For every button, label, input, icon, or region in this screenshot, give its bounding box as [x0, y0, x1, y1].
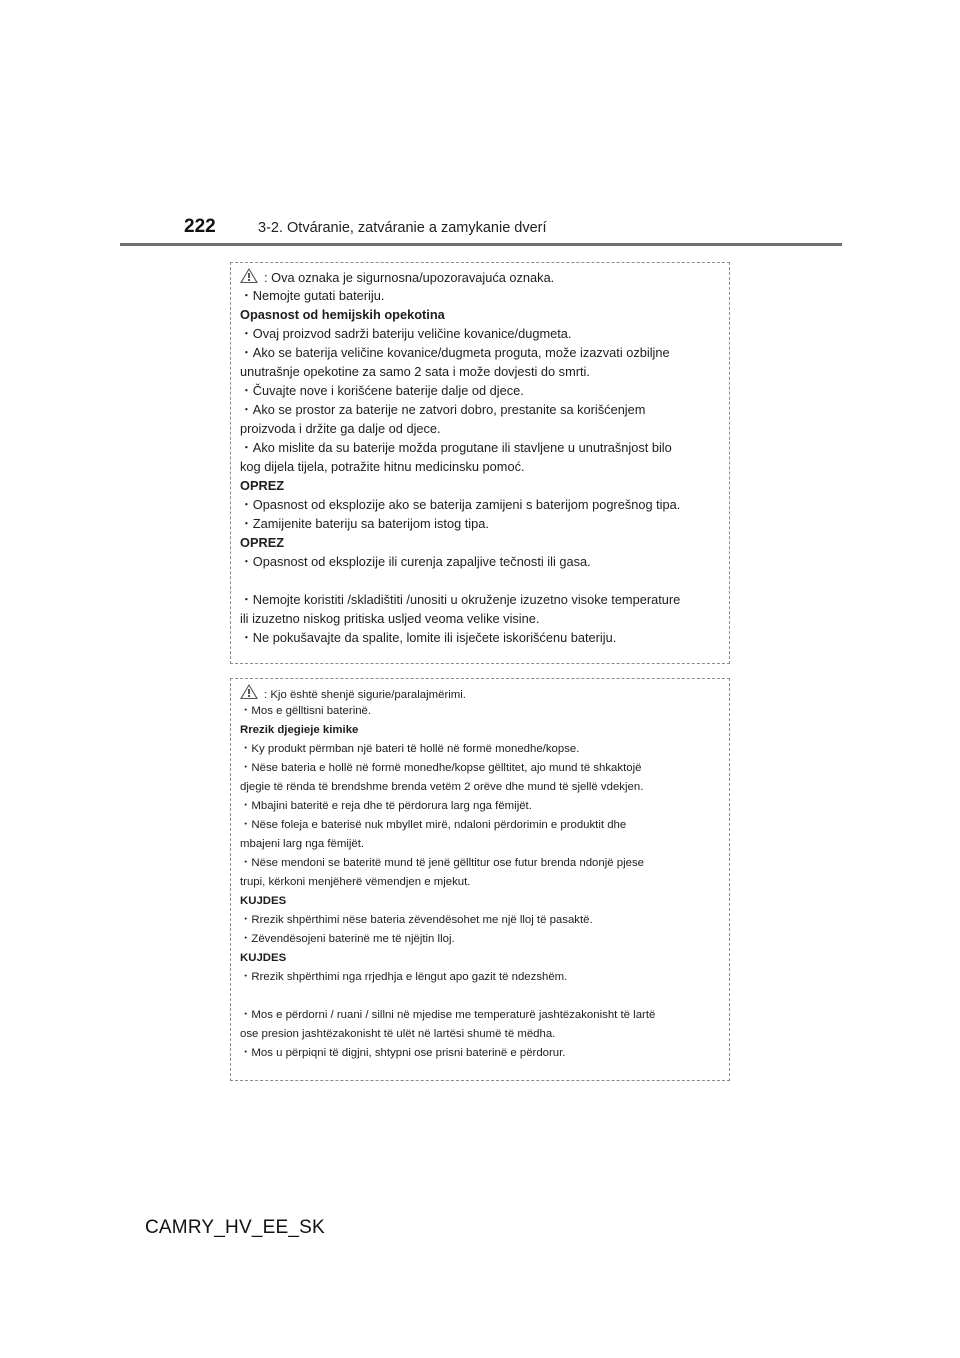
line-text: mbajeni larg nga fëmijët. [240, 838, 365, 850]
warning-text-line [240, 797, 721, 816]
line-text: ・Ne pokušavajte da spalite, lomite ili isječete iskorišćenu bateriju. [240, 630, 617, 645]
line-text: ili izuzetno niskog pritiska usljed veoma velike visine. [240, 611, 540, 626]
line-text: OPREZ [240, 535, 285, 550]
warning-text-line [240, 362, 721, 381]
warning-text-line [240, 702, 721, 721]
line-text: ・Mos e përdorni / ruani / sillni në mjedise me temperaturë jashtëzakonisht të lartë [240, 1009, 656, 1021]
line-text: ・Mbajini bateritë e reja dhe të përdorura larg nga fëmijët. [240, 800, 532, 812]
line-text: ・Zamijenite bateriju sa baterijom istog tipa. [240, 516, 489, 531]
line-text: Rrezik djegieje kimike [240, 724, 359, 736]
line-text: ・Rrezik shpërthimi nëse bateria zëvendësohet me një lloj të pasaktë. [240, 914, 593, 926]
line-text: : Ova oznaka je sigurnosna/upozoravajuća oznaka. [264, 270, 555, 285]
warning-text-line [240, 419, 721, 438]
warning-text-line [240, 816, 721, 835]
warning-text-line [240, 911, 721, 930]
line-text: ・Ako se baterija veličine kovanice/dugmeta proguta, može izazvati ozbiljne [240, 345, 670, 360]
warning-text-line [240, 286, 721, 305]
warning-text-line [240, 873, 721, 892]
line-text: ・Ky produkt përmban një bateri të hollë në formë monedhe/kopse. [240, 743, 580, 755]
warning-heading [240, 305, 721, 324]
line-text: KUJDES [240, 952, 287, 964]
warning-text-line [240, 267, 721, 286]
header-divider [120, 243, 842, 246]
warning-text-line [240, 609, 721, 628]
warning-text-line [240, 343, 721, 362]
line-text: ・Čuvajte nove i korišćene baterije dalje od djece. [240, 383, 524, 398]
warning-text-line [240, 628, 721, 647]
line-text: ・Nëse foleja e baterisë nuk mbyllet mirë, ndaloni përdorimin e produktit dhe [240, 819, 627, 831]
line-text: ・Opasnost od eksplozije ili curenja zapaljive tečnosti ili gasa. [240, 554, 591, 569]
line-text: ・Rrezik shpërthimi nga rrjedhja e lëngut apo gazit të ndezshëm. [240, 971, 568, 983]
warning-text-line [240, 740, 721, 759]
warning-text-line [240, 835, 721, 854]
line-text: : Kjo është shenjë sigurie/paralajmërimi. [264, 689, 466, 701]
warning-box-bosnian [230, 262, 730, 664]
line-text: ・Opasnost od eksplozije ako se baterija zamijeni s baterijom pogrešnog tipa. [240, 497, 681, 512]
line-text: ・Ovaj proizvod sadrži bateriju veličine kovanice/dugmeta. [240, 326, 572, 341]
warning-text-line [240, 324, 721, 343]
warning-heading [240, 949, 721, 968]
warning-text-line [240, 1025, 721, 1044]
line-text: ose presion jashtëzakonisht të ulët në lartësi shumë të mëdha. [240, 1028, 556, 1040]
line-text: OPREZ [240, 478, 285, 493]
spacer [240, 987, 721, 1006]
page-header [0, 0, 960, 250]
warning-text-line [240, 590, 721, 609]
warning-text-line [240, 1006, 721, 1025]
line-text: kog dijela tijela, potražite hitnu medicinsku pomoć. [240, 459, 525, 474]
warning-text-line [240, 457, 721, 476]
line-text: ・Nemojte koristiti /skladištiti /unositi u okruženje izuzetno visoke temperature [240, 592, 681, 607]
warning-text-line [240, 552, 721, 571]
warning-triangle-icon [240, 268, 258, 283]
line-text: ・Zëvendësojeni baterinë me të njëjtin lloj. [240, 933, 455, 945]
line-text: unutrašnje opekotine za samo 2 sata i može dovjesti do smrti. [240, 364, 590, 379]
warning-text-line [240, 514, 721, 533]
line-text: ・Ako se prostor za baterije ne zatvori dobro, prestanite sa korišćenjem [240, 402, 646, 417]
page-number: 222 [184, 216, 216, 237]
warning-triangle-icon [240, 684, 258, 699]
line-text: KUJDES [240, 895, 287, 907]
line-text: ・Ako mislite da su baterije možda progutane ili stavljene u unutrašnjost bilo [240, 440, 672, 455]
warning-heading [240, 892, 721, 911]
line-text: trupi, kërkoni menjëherë vëmendjen e mjekut. [240, 876, 471, 888]
line-text: ・Mos e gëlltisni baterinë. [240, 705, 372, 717]
warning-text-line [240, 759, 721, 778]
line-text: Opasnost od hemijskih opekotina [240, 307, 445, 322]
line-text: ・Nemojte gutati bateriju. [240, 288, 385, 303]
line-text: proizvoda i držite ga dalje od djece. [240, 421, 441, 436]
warning-text-line [240, 1044, 721, 1063]
warning-heading [240, 476, 721, 495]
line-text: ・Nëse mendoni se bateritë mund të jenë gëlltitur ose futur brenda ndonjë pjese [240, 857, 644, 869]
warning-text-line [240, 854, 721, 873]
section-title: 3-2. Otváranie, zatváranie a zamykanie dverí [258, 220, 547, 236]
spacer [240, 571, 721, 590]
warning-text-line [240, 381, 721, 400]
warning-text-line [240, 683, 721, 702]
warning-text-line [240, 438, 721, 457]
warning-box-albanian [230, 678, 730, 1081]
warning-text-line [240, 495, 721, 514]
line-text: djegie të rënda të brendshme brenda vetëm 2 orëve dhe mund të sjellë vdekjen. [240, 781, 644, 793]
line-text: ・Nëse bateria e hollë në formë monedhe/kopse gëlltitet, ajo mund të shkaktojë [240, 762, 642, 774]
warning-text-line [240, 400, 721, 419]
warning-text-line [240, 930, 721, 949]
warning-heading [240, 533, 721, 552]
warning-text-line [240, 778, 721, 797]
warning-text-line [240, 968, 721, 987]
model-code: CAMRY_HV_EE_SK [145, 1217, 325, 1238]
line-text: ・Mos u përpiqni të digjni, shtypni ose prisni baterinë e përdorur. [240, 1047, 566, 1059]
warning-heading [240, 721, 721, 740]
